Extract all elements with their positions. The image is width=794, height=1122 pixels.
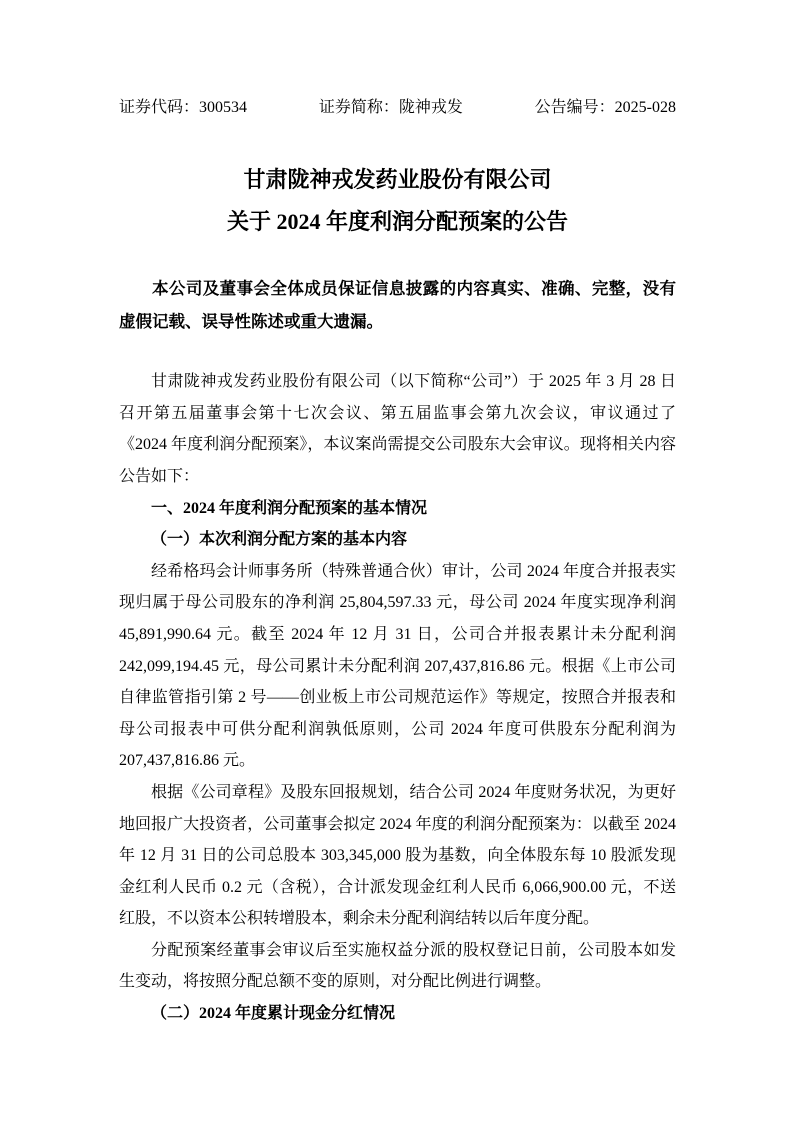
subsection-heading-1-1: （一）本次利润分配方案的基本内容 (151, 531, 408, 549)
stock-abbr-label: 证券简称：陇神戎发 (318, 99, 463, 116)
document-content (119, 0, 676, 1030)
disclaimer-paragraph: 本公司及董事会全体成员保证信息披露的内容真实、准确、完整，没有虚假记载、误导性陈述或重大遗漏。 (119, 279, 676, 331)
document-header-row (119, 97, 676, 119)
company-name-title: 甘肃陇神戎发药业股份有限公司 (243, 167, 552, 192)
stock-code-label: 证券代码：300534 (119, 99, 248, 116)
document-body (119, 366, 676, 1029)
audit-figures-paragraph: 经希格玛会计师事务所（特殊普通合伙）审计，公司 2024 年度合并报表实现归属于母公司股东的净利润 25,804,597.33 元，母公司 2024 年度实现净利润 45,891,990.64 元。截至 2024 年 12 月 31 日，公司合并报表累计未分配利润 242,099,194.45 元，母公司累计未分配利润 207,437,816.86 元。根据《上市公司自律监管指引第 2 号——创业板上市公司规范运作》等规定，按照合并报表和母公司报表中可供分配利润孰低原则，公司 2024 年度可供股东分配利润为 207,437,816.86 元。 (119, 562, 676, 770)
intro-paragraph: 甘肃陇神戎发药业股份有限公司（以下简称“公司”）于 2025 年 3 月 28 日召开第五届董事会第十七次会议、第五届监事会第九次会议，审议通过了《2024 年度利润分配预案》，本议案尚需提交公司股东大会审议。现将相关内容公告如下： (119, 373, 676, 485)
section-heading-1: 一、2024 年度利润分配预案的基本情况 (151, 499, 428, 517)
document-title-block (119, 159, 676, 243)
announcement-number-label: 公告编号：2025-028 (534, 99, 676, 116)
distribution-plan-paragraph: 根据《公司章程》及股东回报规划，结合公司 2024 年度财务状况，为更好地回报广大投资者，公司董事会拟定 2024 年度的利润分配预案为：以截至 2024 年 12 月 31 日的公司总股本 303,345,000 股为基数，向全体股东每 10 股派发现金红利人民币 0.2 元（含税），合计派发现金红利人民币 6,066,900.00 元，不送红股，不以资本公积转增股本，剩余未分配利润结转以后年度分配。 (119, 783, 676, 928)
subsection-heading-1-2: （二）2024 年度累计现金分红情况 (151, 1005, 396, 1023)
announcement-subject-title: 关于 2024 年度利润分配预案的公告 (226, 209, 568, 234)
adjustment-note-paragraph: 分配预案经董事会审议后至实施权益分派的股权登记日前，公司股本如发生变动，将按照分配总额不变的原则，对分配比例进行调整。 (119, 941, 676, 991)
